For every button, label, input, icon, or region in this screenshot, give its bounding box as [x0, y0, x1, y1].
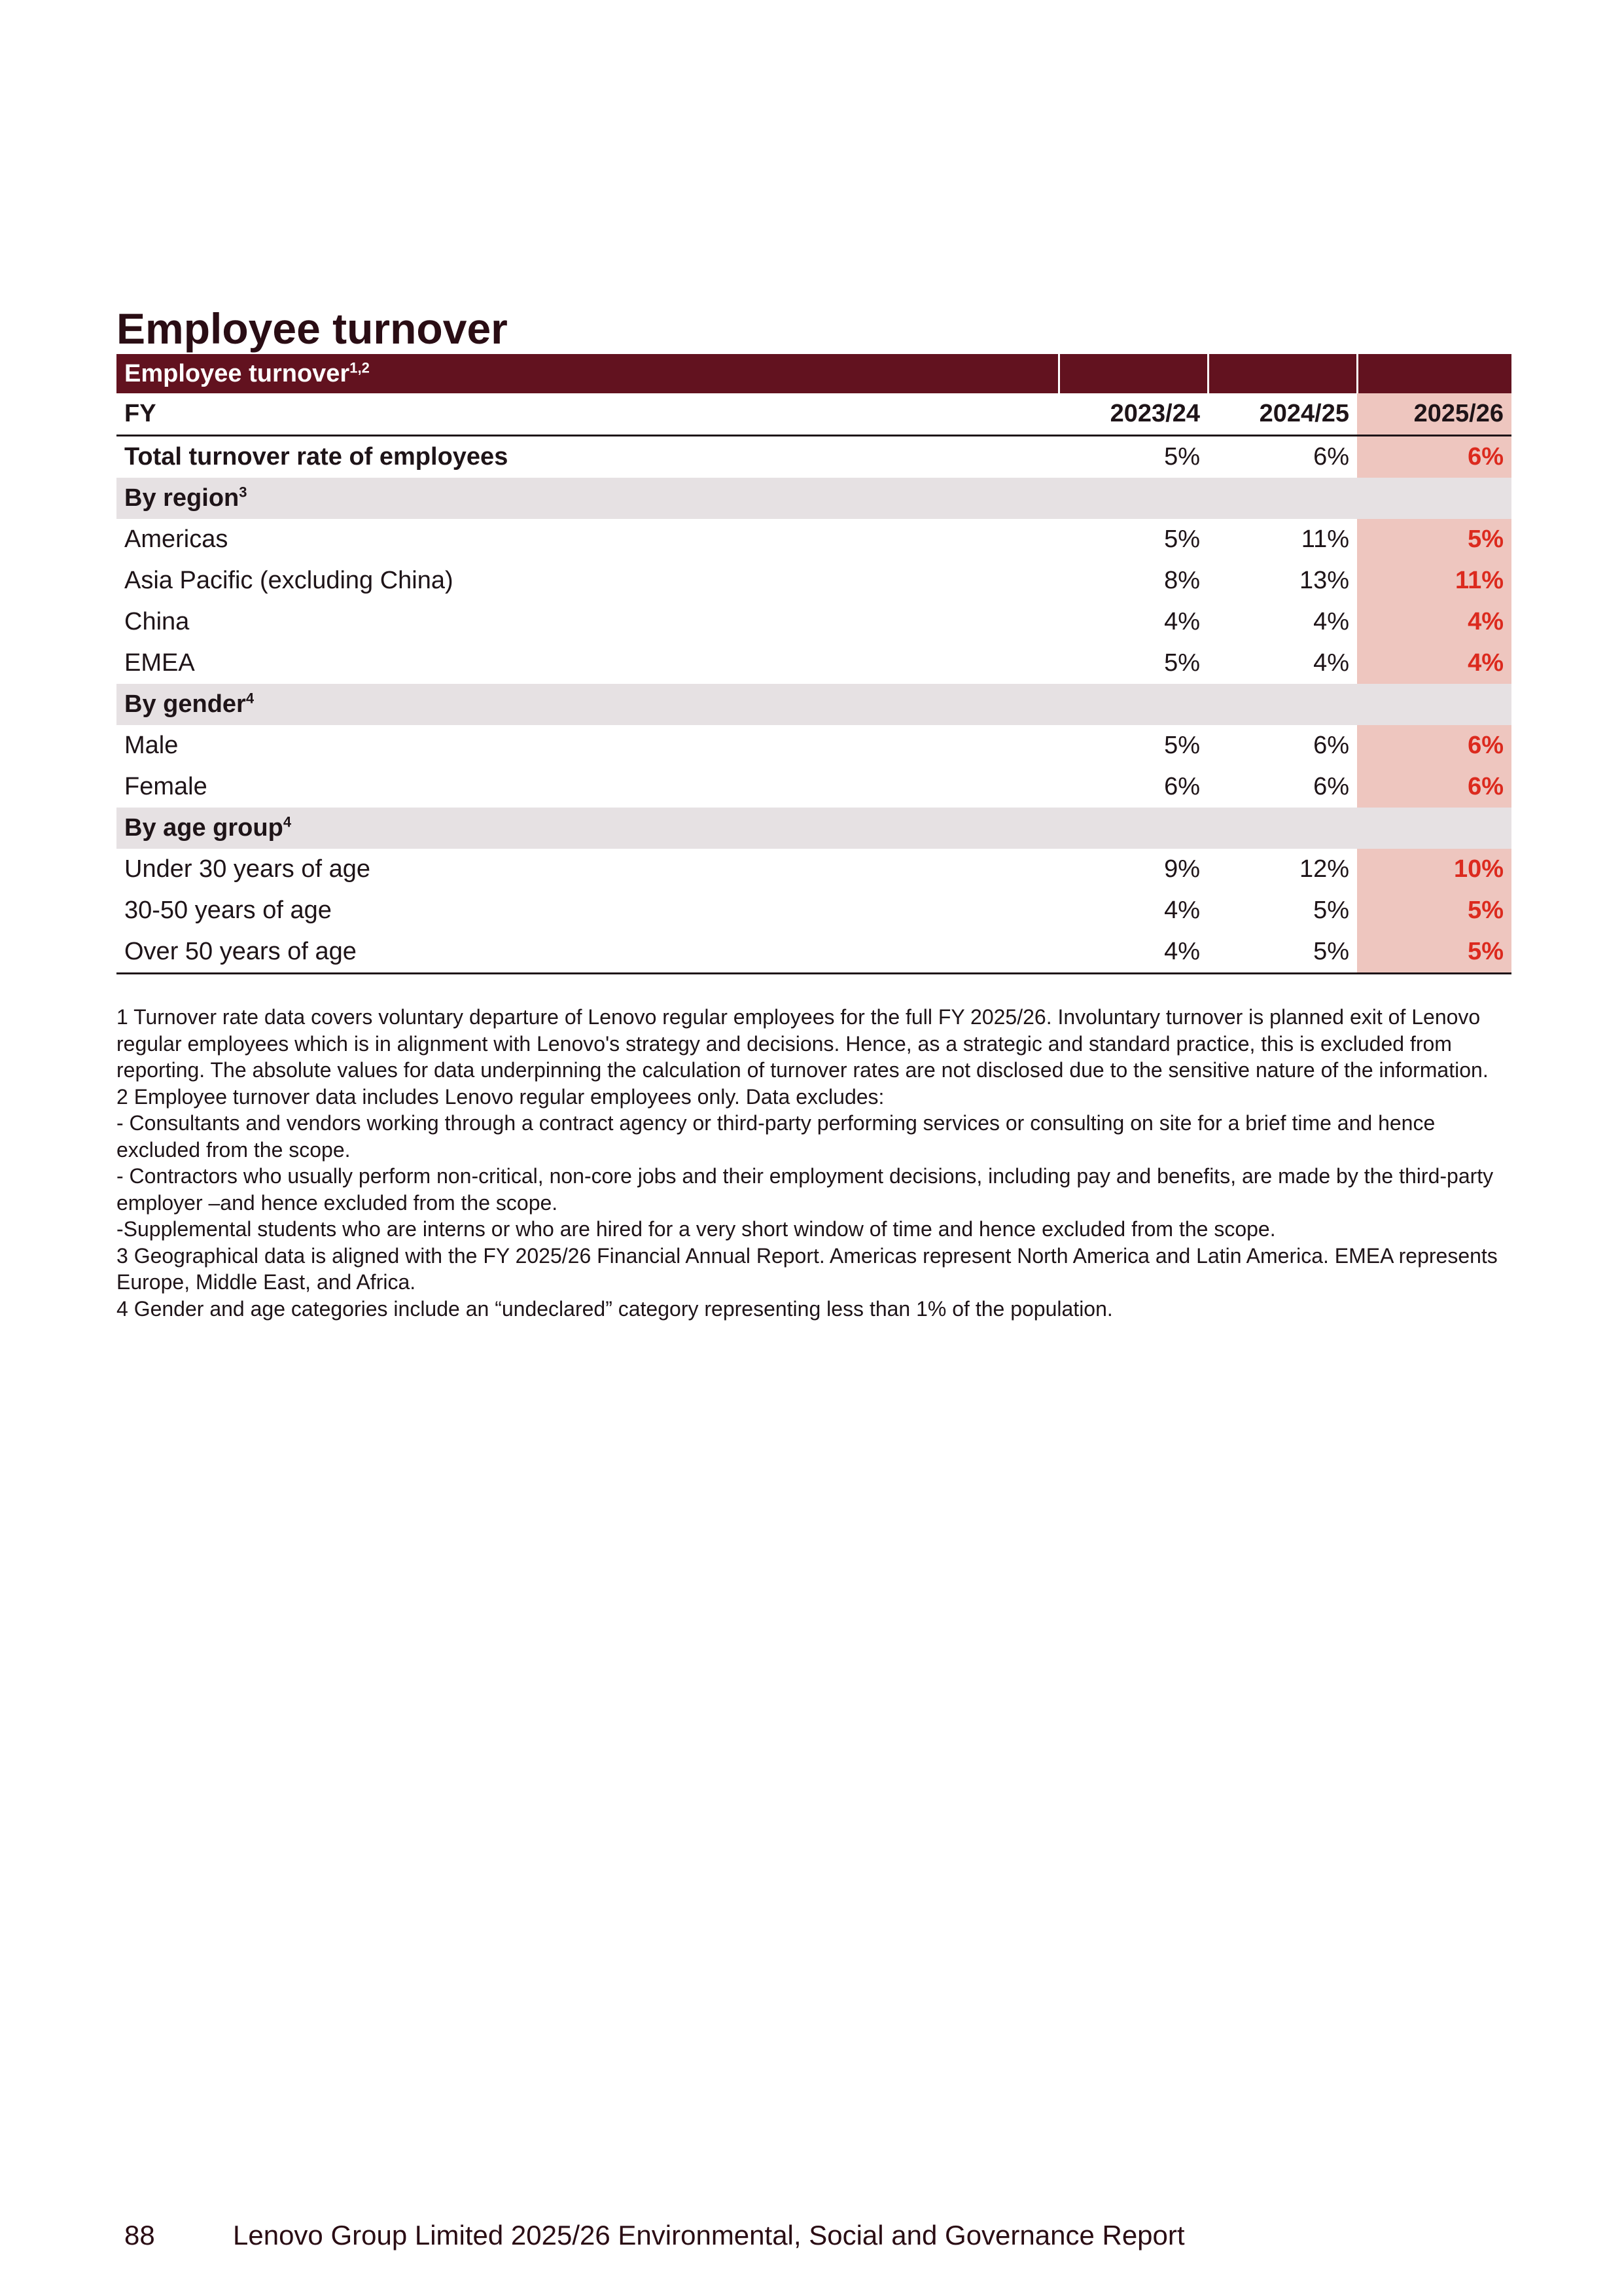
value-cell-current: 5%	[1357, 519, 1511, 560]
value-cell: 6%	[1164, 773, 1200, 800]
page-number: 88	[124, 2220, 155, 2251]
table-row	[116, 849, 1511, 890]
value-cell-current: 6%	[1357, 436, 1511, 478]
row-label: 30-50 years of age	[124, 897, 332, 924]
table-row	[116, 931, 1511, 974]
section-title	[116, 808, 1059, 849]
row-label: Americas	[124, 525, 228, 553]
section-cell	[1208, 808, 1357, 849]
section-title-text: By age group	[124, 814, 283, 842]
section-title	[116, 478, 1059, 519]
value-cell: 6%	[1313, 732, 1349, 759]
table-row	[116, 643, 1511, 684]
value-cell: 13%	[1299, 567, 1349, 594]
table-banner-row	[116, 354, 1511, 393]
value-cell-current: 5%	[1357, 890, 1511, 931]
value-cell: 5%	[1313, 897, 1349, 924]
row-label: Asia Pacific (excluding China)	[124, 567, 453, 594]
report-title: Lenovo Group Limited 2025/26 Environmental, Social and Governance Report	[233, 2220, 1185, 2251]
section-cell	[1357, 684, 1511, 725]
table-banner-label	[116, 354, 1059, 393]
section-footnote-ref: 3	[239, 484, 247, 501]
value-cell: 4%	[1313, 608, 1349, 635]
footnote: - Consultants and vendors working through a contract agency or third-party performing services or consulting on site for a brief time and hence excluded from the scope.	[116, 1111, 1436, 1162]
value-cell: 5%	[1164, 525, 1200, 553]
year-header: 2024/25	[1208, 393, 1357, 436]
value-cell: 4%	[1164, 897, 1200, 924]
banner-cell	[1208, 354, 1357, 393]
banner-footnote-ref: 1,2	[349, 359, 370, 376]
footnote: 1 Turnover rate data covers voluntary departure of Lenovo regular employees for the full FY 2025/26. Involuntary turnover is planned exit of Lenovo regular employees which is in alignment with Lenovo's strategy and decisions. Hence, as a strategic and standard practice, this is excluded from reporting. The absolute values for data underpinning the calculation of turnover rates are not disclosed due to the sensitive nature of the information.	[116, 1005, 1489, 1082]
table-header-row	[116, 393, 1511, 436]
value-cell-current: 11%	[1357, 560, 1511, 601]
fy-label: FY	[116, 393, 1059, 436]
section-cell	[1357, 478, 1511, 519]
page-footer	[124, 2220, 1185, 2251]
banner-text: Employee turnover	[124, 359, 350, 387]
table-row	[116, 519, 1511, 560]
table-section-row	[116, 808, 1511, 849]
section-cell	[1059, 478, 1208, 519]
section-cell	[1059, 808, 1208, 849]
table-row	[116, 725, 1511, 766]
value-cell: 4%	[1164, 608, 1200, 635]
value-cell: 8%	[1164, 567, 1200, 594]
section-cell	[1357, 808, 1511, 849]
section-cell	[1208, 478, 1357, 519]
table-row	[116, 766, 1511, 808]
footnote: 4 Gender and age categories include an “undeclared” category representing less than 1% of the population.	[116, 1296, 1113, 1321]
year-header: 2023/24	[1059, 393, 1208, 436]
footnote: 3 Geographical data is aligned with the FY 2025/26 Financial Annual Report. Americas represent North America and Latin America. EMEA represents Europe, Middle East, and Africa.	[116, 1243, 1498, 1294]
section-footnote-ref: 4	[283, 813, 292, 830]
value-cell: 12%	[1299, 855, 1349, 883]
row-label: EMEA	[124, 649, 195, 677]
value-cell: 6%	[1313, 443, 1349, 471]
footnote: - Contractors who usually perform non-critical, non-core jobs and their employment decisions, including pay and benefits, are made by the third-party employer –and hence excluded from the scope.	[116, 1164, 1494, 1215]
value-cell: 5%	[1208, 931, 1357, 974]
value-cell-current: 6%	[1357, 766, 1511, 808]
value-cell: 6%	[1313, 773, 1349, 800]
banner-cell	[1059, 354, 1208, 393]
value-cell-current: 10%	[1357, 849, 1511, 890]
table-section-row	[116, 478, 1511, 519]
footnotes	[116, 1004, 1517, 1322]
value-cell-current: 6%	[1357, 725, 1511, 766]
section-title-text: By region	[124, 484, 239, 512]
value-cell-current: 4%	[1357, 601, 1511, 643]
row-label: Male	[124, 732, 179, 759]
value-cell: 4%	[1059, 931, 1208, 974]
row-label: China	[124, 608, 190, 635]
row-label: Female	[124, 773, 207, 800]
table-row-total	[116, 436, 1511, 478]
row-label: Over 50 years of age	[116, 931, 1059, 974]
value-cell: 5%	[1164, 649, 1200, 677]
section-title	[116, 684, 1059, 725]
section-footnote-ref: 4	[245, 690, 255, 707]
table-row	[116, 560, 1511, 601]
section-cell	[1208, 684, 1357, 725]
banner-cell	[1357, 354, 1511, 393]
section-title-text: By gender	[124, 690, 246, 718]
value-cell: 5%	[1164, 443, 1200, 471]
employee-turnover-table	[116, 354, 1511, 974]
table-row	[116, 601, 1511, 643]
value-cell: 5%	[1164, 732, 1200, 759]
row-label: Under 30 years of age	[124, 855, 371, 883]
value-cell: 11%	[1301, 525, 1349, 553]
row-label: Total turnover rate of employees	[124, 443, 508, 471]
value-cell: 4%	[1313, 649, 1349, 677]
value-cell: 9%	[1164, 855, 1200, 883]
page-title: Employee turnover	[116, 304, 508, 353]
table-row	[116, 890, 1511, 931]
section-cell	[1059, 684, 1208, 725]
year-header-current: 2025/26	[1357, 393, 1511, 436]
footnote: -Supplemental students who are interns or who are hired for a very short window of time and hence excluded from the scope.	[116, 1217, 1276, 1241]
value-cell-current: 4%	[1357, 643, 1511, 684]
footnote: 2 Employee turnover data includes Lenovo regular employees only. Data excludes:	[116, 1084, 885, 1109]
table-section-row	[116, 684, 1511, 725]
value-cell-current: 5%	[1357, 931, 1511, 974]
